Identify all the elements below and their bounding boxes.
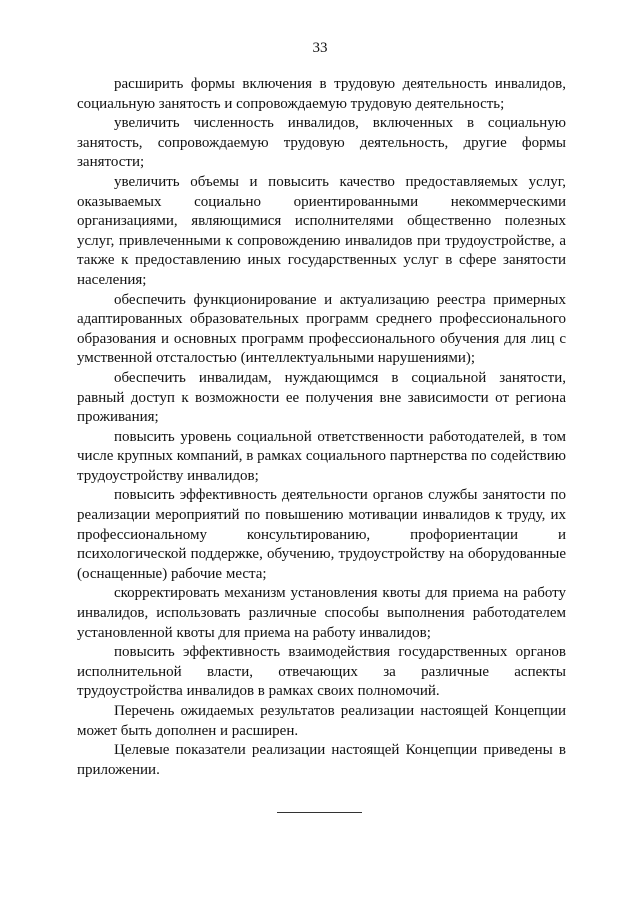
- end-divider-line: [277, 812, 362, 813]
- paragraph: увеличить объемы и повысить качество предоставляемых услуг, оказываемых социально ориентированными некоммерческими организациями, являющимися исполнителями общественно полезных услуг, привлеченными к сопровождению инвалидов при трудоустройстве, а также к предоставлению иных государственных услуг в сфере занятости населения;: [77, 173, 566, 288]
- paragraph: скорректировать механизм установления квоты для приема на работу инвалидов, использовать различные способы выполнения работодателем установленной квоты для приема на работу инвалидов;: [77, 585, 566, 641]
- paragraph: увеличить численность инвалидов, включенных в социальную занятость, сопровождаемую трудовую деятельность, другие формы занятости;: [77, 115, 566, 171]
- document-body: [77, 75, 566, 780]
- paragraph: повысить эффективность взаимодействия государственных органов исполнительной власти, отвечающих за различные аспекты трудоустройства инвалидов в рамках своих полномочий.: [77, 644, 566, 700]
- paragraph: повысить эффективность деятельности органов службы занятости по реализации мероприятий по повышению мотивации инвалидов к труду, их профессиональному консультированию, профориентации и психологической поддержке, обучению, трудоустройству на оборудованные (оснащенные) рабочие места;: [77, 487, 566, 582]
- page-number: 33: [312, 40, 328, 56]
- paragraph: Перечень ожидаемых результатов реализации настоящей Концепции может быть дополнен и расширен.: [77, 703, 566, 739]
- paragraph: повысить уровень социальной ответственности работодателей, в том числе крупных компаний, в рамках социального партнерства по содействию трудоустройству инвалидов;: [77, 428, 566, 484]
- paragraph: Целевые показатели реализации настоящей Концепции приведены в приложении.: [77, 742, 566, 778]
- paragraph: обеспечить инвалидам, нуждающимся в социальной занятости, равный доступ к возможности ее получения вне зависимости от региона проживания;: [77, 369, 566, 426]
- paragraph: обеспечить функционирование и актуализацию реестра примерных адаптированных образовательных программ среднего профессионального образования и основных программ профессионального обучения для лиц с умственной отсталостью (интеллектуальными нарушениями);: [77, 291, 566, 367]
- paragraph: расширить формы включения в трудовую деятельность инвалидов, социальную занятость и сопровождаемую трудовую деятельность;: [77, 76, 566, 112]
